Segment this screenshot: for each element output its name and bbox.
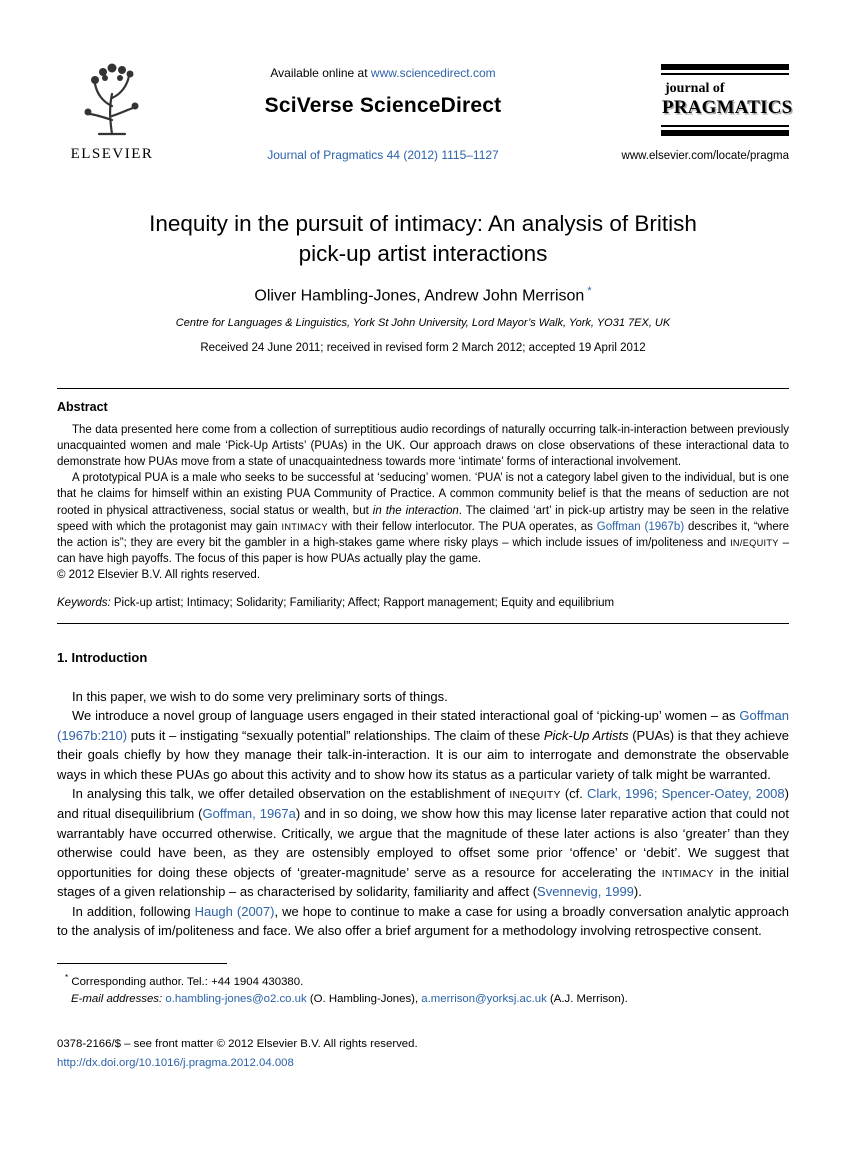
sciverse-sciencedirect-wordmark: SciVerse ScienceDirect [264,94,502,117]
footnote-emails [57,991,789,1009]
text-segment: INTIMACY [661,868,714,880]
authors-line [57,285,789,305]
text-segment: in the initial stages of a given relationship – as characterised by solidarity, familiarity and affect ( [57,864,789,900]
header-center [167,58,599,162]
journal-logo-bottom-thin-bar [661,125,789,127]
intro-paragraph-2 [57,706,789,784]
inline-link[interactable]: Goffman (1967b:210) [57,708,789,743]
received-line: Received 24 June 2011; received in revised form 2 March 2012; accepted 19 April 2012 [200,342,646,355]
text-segment: (PUAs) is that they achieve their goals chiefly by how they manage their talk-in-interaction. It is our aim to interrogate and demonstrate the observable ways in which these PUAs go about this activity and to show how its status as a particular variety of talk might be warranted. [57,727,789,782]
footnotes [57,972,789,1009]
intro-paragraph-3 [57,784,789,901]
text-segment: (cf. [560,786,587,802]
journal-logo-bottom-thick-bar [661,130,789,136]
text-segment: In addition, following [72,903,195,919]
elsevier-logo [57,58,167,163]
elsevier-locate-url: www.elsevier.com/locate/pragma [621,150,789,162]
text-segment: (A.J. Merrison). [546,993,628,1006]
text-segment: Keywords: [57,596,114,609]
text-segment: * [65,972,69,982]
footnote-corresponding [57,972,789,991]
abstract-top-rule [57,388,789,389]
article-title: Inequity in the pursuit of intimacy: An analysis of British pick-up artist interactions [149,211,697,267]
text-segment: We introduce a novel group of language users engaged in their stated interactional goal of ‘picking-up’ women – as [72,708,740,724]
journal-logo-top-thick-bar [661,64,789,70]
header-right [599,58,793,162]
text-segment: (O. Hambling-Jones), [306,993,422,1006]
author-names: Oliver Hambling-Jones, Andrew John Merrison [254,287,585,305]
copyright-line: © 2012 Elsevier B.V. All rights reserved. [57,568,261,581]
journal-reference-link[interactable]: Journal of Pragmatics 44 (2012) 1115–1127 [267,148,499,162]
inline-link[interactable]: o.hambling-jones@o2.co.uk [165,993,307,1006]
journal-logo-line2: PRAGMATICS [662,97,793,118]
corresponding-author-mark[interactable]: * [587,284,592,297]
intro-paragraph-4 [57,902,789,941]
text-segment: describes it, “where the action is”; they are every bit the gambler in a high-stakes game where risky plays – which include issues of im/politeness and [57,520,790,549]
text-segment: E-mail addresses: [71,993,166,1006]
elsevier-tree-icon [75,58,149,138]
text-segment: Corresponding author. Tel.: +44 1904 430380. [68,975,304,988]
text-segment: ). [633,884,642,900]
issn-line: 0378-2166/$ – see front matter © 2012 Elsevier B.V. All rights reserved. [57,1037,418,1050]
intro-paragraph-1: In this paper, we wish to do some very preliminary sorts of things. [72,688,448,704]
text-segment: with their fellow interlocutor. The PUA operates, as [327,520,597,533]
inline-link[interactable]: Goffman (1967b) [596,520,685,533]
text-segment: Pick-up artist; Intimacy; Solidarity; Familiarity; Affect; Rapport management; Equity and equilibrium [113,596,615,609]
introduction-heading: 1. Introduction [57,649,148,665]
journal-logo-line1: journal of [665,81,725,96]
journal-logo [661,64,793,136]
text-segment: , we hope to continue to make a case for using a broadly conversation analytic approach to the analysis of im/politeness and face. We also offer a brief argument for a methodology involving retrospective consent. [57,903,789,939]
available-online-line [167,66,599,80]
sciencedirect-link[interactable]: www.sciencedirect.com [370,66,496,80]
header [57,58,793,163]
affiliation: Centre for Languages & Linguistics, York St John University, Lord Mayor’s Walk, York, YO31 7EX, UK [175,317,671,330]
text-segment: puts it – instigating “sexually potential” relationships. The claim of these [127,727,544,743]
text-segment: A prototypical PUA is a male who seeks to be successful at ‘seducing’ women. ‘PUA’ is not a category label given to the individual, but is one that he claims for himself within an existing PUA Community of Practice. A common community belief is that the means of seduction are not rooted in physical attractiveness, social status or wealth, but [57,472,789,517]
text-segment: – can have high payoffs. The focus of this paper is how PUAs actually play the game. [57,536,790,565]
text-segment: in the interaction [372,504,459,517]
text-segment: Pick-Up Artists [543,727,629,743]
introduction-body [57,687,789,941]
text-segment: ) and ritual disequilibrium ( [57,786,789,822]
inline-link[interactable]: Clark, 1996; Spencer-Oatey, 2008 [586,786,785,802]
text-segment: . The claimed ‘art’ in pick-up artistry may be seen in the relative speed with which the protagonist may gain [57,504,789,533]
text-segment: INTIMACY [281,521,328,532]
abstract-bottom-rule [57,623,789,624]
text-segment: ) and in so doing, we show how this may license later reparative action that could not warrantably have occurred otherwise. Critically, we argue that the magnitude of these later actions is also ‘greater’ than they otherwise could have been, as they are ostensibly employed to offset some prior ‘offence’ or ‘debit’. We suggest that opportunities for doing these objects of ‘greater-magnitude’ serve as a resource for accelerating the [57,806,790,880]
inline-link[interactable]: Svennevig, 1999 [537,884,634,900]
text-segment: In analysing this talk, we offer detailed observation on the establishment of [72,786,510,802]
footer [57,1035,789,1073]
inline-link[interactable]: Haugh (2007) [194,903,275,919]
footnote-rule [57,963,227,964]
journal-logo-top-thin-bar [661,73,789,75]
text-segment: INEQUITY [509,790,561,802]
abstract-section [57,400,789,609]
text-segment: IN/EQUITY [730,537,779,548]
inline-link[interactable]: Goffman, 1967a [202,806,296,822]
elsevier-wordmark: ELSEVIER [70,146,154,162]
abstract-paragraph-2 [57,470,789,567]
doi-link[interactable]: http://dx.doi.org/10.1016/j.pragma.2012.04.008 [57,1056,294,1069]
abstract-heading: Abstract [57,400,108,415]
inline-link[interactable]: a.merrison@yorksj.ac.uk [421,993,547,1006]
available-online-text: Available online at [270,66,371,80]
abstract-paragraph-1: The data presented here come from a collection of surreptitious audio recordings of naturally occurring talk-in-interaction between previously unacquainted women and male ‘Pick-Up Artists’ (PUAs) in the UK. Our approach draws on close observations of these interactional data to demonstrate how PUAs move from a state of unacquaintedness towards more ‘intimate’ forms of interactional involvement. [57,424,789,469]
keywords-line [57,597,789,609]
